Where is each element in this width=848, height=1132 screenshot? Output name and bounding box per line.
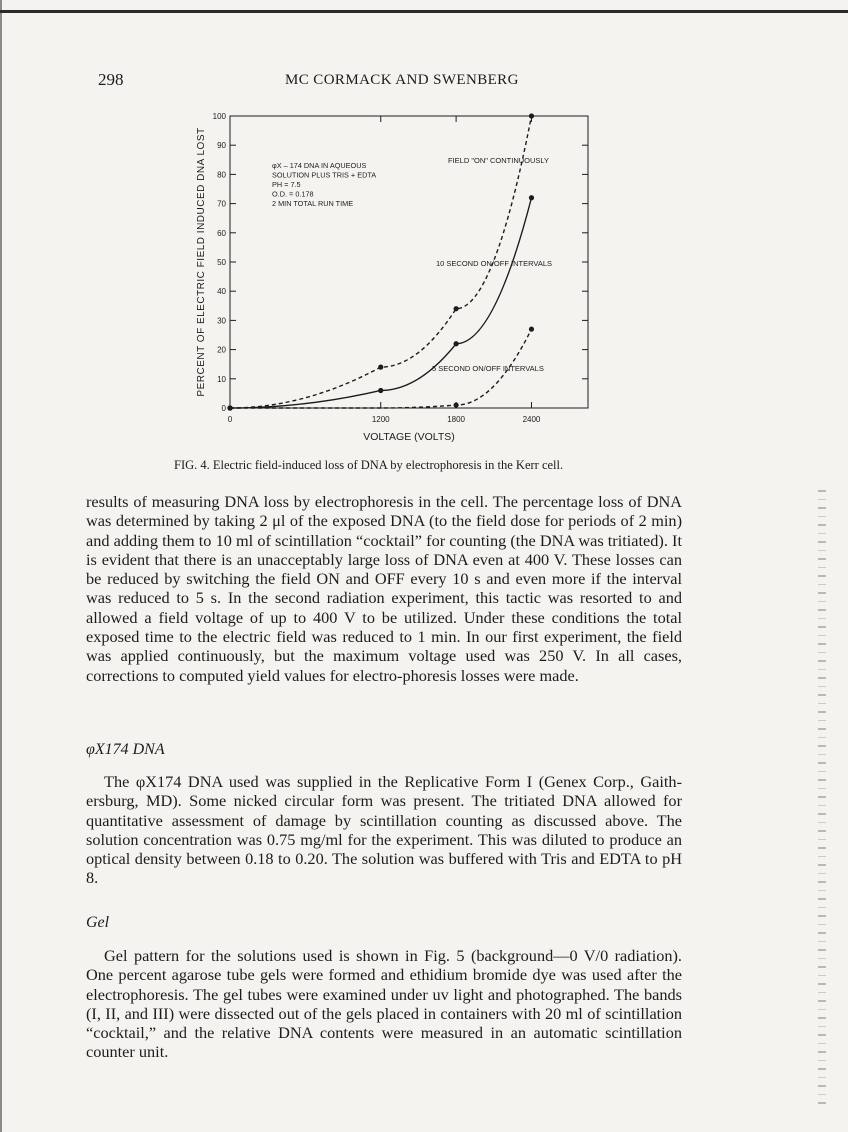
y-tick-label: 80 <box>217 170 226 180</box>
y-tick-label: 90 <box>217 141 226 151</box>
paragraph-text: The φX174 DNA used was supplied in the Replicative Form I (Genex Corp., Gaith-ersburg, MD). Some nicked circular form was present. The tritiated DNA allowed for quantitative assessment of damage by scintillation counting as discussed above. The solution concentration was 0.75 mg/ml for the experiment. This was diluted to produce an optical density between 0.18 to 0.20. The solution was buffered with Tris and EDTA to pH 8. <box>86 772 682 888</box>
running-head: MC CORMACK AND SWENBERG <box>285 72 519 88</box>
paragraph-text: results of measuring DNA loss by electrophoresis in the cell. The percentage loss of DNA was determined by taking 2 μl of the exposed DNA (to the field dose for periods of 2 min) and adding them to 10 ml of scintillation “cocktail” for counting (the DNA was tritiated). It is evident that there is an unacceptably large loss of DNA even at 400 V. These losses can be reduced by switching the field ON and OFF every 10 s and even more if the interval was reduced to 5 s. In the second radiation experiment, this tactic was resorted to and allowed a field voltage of up to 400 V to be utilized. Under these conditions the total exposed time to the electric field was reduced to 1 min. In our first experiment, the field was applied continuously, but the maximum voltage used was 250 V. In all cases, corrections to computed yield values for electro-phoresis losses were made. <box>86 492 682 685</box>
x-tick-label: 1200 <box>371 415 390 424</box>
annotation-line: PH = 7.5 <box>272 180 301 189</box>
annotation-line: φX – 174 DNA IN AQUEOUS <box>272 161 367 170</box>
series-label-3: 5 SECOND ON/OFF INTERVALS <box>432 364 544 373</box>
data-point-series-2 <box>378 388 383 393</box>
section-heading-gel: Gel <box>86 914 110 931</box>
y-tick-label: 70 <box>217 199 226 209</box>
data-point-series-1 <box>378 365 383 370</box>
dna-loss-chart <box>180 100 600 450</box>
data-point-series-1 <box>454 306 459 311</box>
top-rule <box>0 10 848 13</box>
y-tick-label: 50 <box>217 258 226 267</box>
data-point-series-2 <box>529 195 534 200</box>
figure-4 <box>180 100 600 450</box>
series-label-2: 10 SECOND ON/OFF INTERVALS <box>436 259 552 268</box>
series-line-2 <box>230 198 531 408</box>
data-point-series-2 <box>454 341 459 346</box>
section-heading-phix174: φX174 DNA <box>86 741 165 758</box>
series-label-1: FIELD "ON" CONTINUOUSLY <box>448 156 550 165</box>
data-point-series-1 <box>529 113 534 118</box>
page-header <box>98 70 698 94</box>
annotation-line: 2 MIN TOTAL RUN TIME <box>272 199 354 208</box>
x-tick-label: 0 <box>227 415 233 424</box>
page-number: 298 <box>98 70 124 89</box>
data-point-series-3 <box>529 327 534 332</box>
page-edge <box>0 0 2 1132</box>
y-axis-label: PERCENT OF ELECTRIC FIELD INDUCED DNA LOST <box>196 127 207 397</box>
y-tick-label: 10 <box>217 374 226 384</box>
body-paragraph-3 <box>86 946 682 1062</box>
y-tick-label: 0 <box>221 404 226 413</box>
x-tick-label: 2400 <box>522 415 541 424</box>
data-point-series-3 <box>454 402 459 407</box>
y-tick-label: 40 <box>217 287 226 297</box>
annotation-line: SOLUTION PLUS TRIS + EDTA <box>272 170 377 180</box>
y-tick-label: 20 <box>217 345 226 355</box>
y-tick-label: 100 <box>212 112 226 121</box>
body-paragraph-2 <box>86 772 682 888</box>
annotation-line: O.D. = 0.178 <box>272 189 314 199</box>
x-tick-label: 1800 <box>447 415 466 424</box>
figure-caption: FIG. 4. Electric field-induced loss of DNA by electrophoresis in the Kerr cell. <box>174 458 564 472</box>
y-tick-label: 30 <box>217 316 226 326</box>
body-paragraph-1 <box>86 492 682 685</box>
data-point-series-3 <box>227 405 232 410</box>
x-axis-label: VOLTAGE (VOLTS) <box>363 431 455 443</box>
y-tick-label: 60 <box>217 228 226 238</box>
paragraph-text: Gel pattern for the solutions used is shown in Fig. 5 (background—0 V/0 radiation). One percent agarose tube gels were formed and ethidium bromide dye was used after the electrophoresis. The gel tubes were examined under uv light and photographed. The bands (I, II, and III) were dissected out of the gels placed in containers with 20 ml of scintillation “cocktail,” and the relative DNA contents were measured in an automatic scintillation counter unit. <box>86 946 682 1062</box>
scan-margin-artifact <box>818 490 826 1110</box>
